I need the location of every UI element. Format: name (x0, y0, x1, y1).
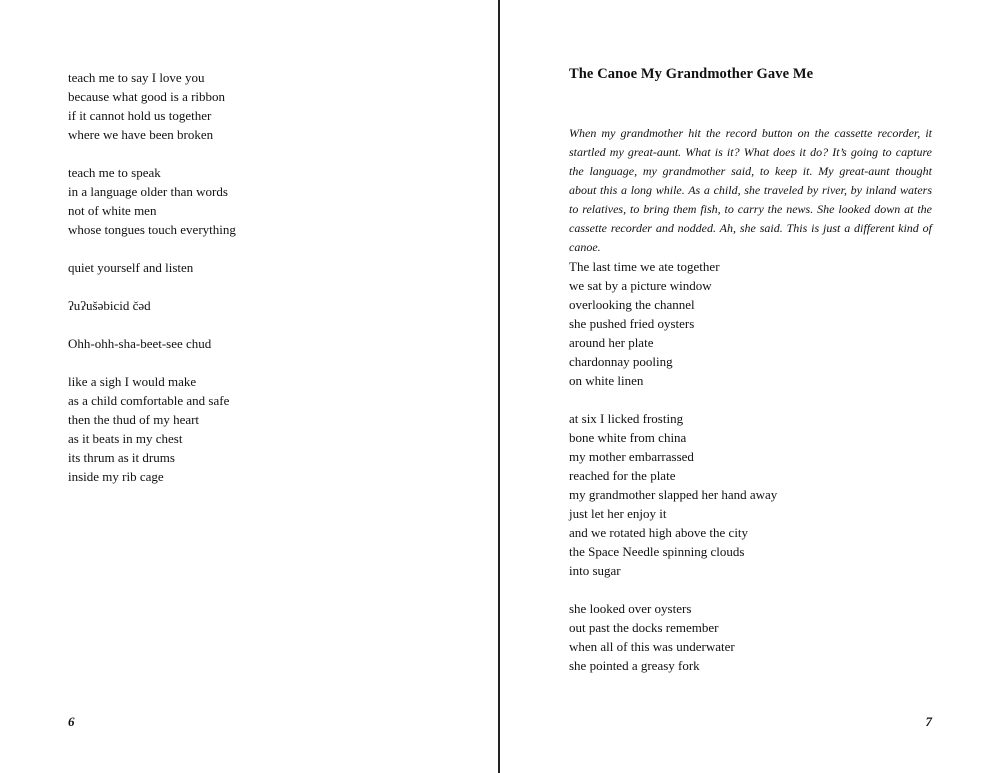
poem-line: she pushed fried oysters (569, 316, 695, 331)
poem-line: chardonnay pooling (569, 354, 673, 369)
poem-line: overlooking the channel (569, 297, 695, 312)
stanza (569, 257, 777, 390)
poem-line: into sugar (569, 563, 621, 578)
stanza (68, 334, 236, 353)
poem-line: its thrum as it drums (68, 450, 175, 465)
poem-line: around her plate (569, 335, 654, 350)
stanza (68, 296, 236, 315)
poem-line: as a child comfortable and safe (68, 393, 230, 408)
poem-line: if it cannot hold us together (68, 108, 212, 123)
right-poem (569, 257, 777, 675)
poem-line: bone white from china (569, 430, 687, 445)
page-number-left: 6 (68, 714, 75, 729)
page-number-right: 7 (925, 714, 932, 729)
poem-line: because what good is a ribbon (68, 89, 226, 104)
poem-epigraph: When my grandmother hit the record button on the cassette recorder, it startled my great-aunt. What is it? What does it do? It’s going to capture the language, my grandmother said, to keep it. My great-aunt thought about this a long while. As a child, she traveled by river, by inland waters to relatives, to bring them fish, to carry the news. She looked down at the cassette recorder and nodded. Ah, she said. This is just a different kind of canoe. (569, 126, 932, 254)
poem-line: inside my rib cage (68, 469, 164, 484)
stanza (68, 258, 236, 277)
poem-line: quiet yourself and listen (68, 260, 194, 275)
poem-line: like a sigh I would make (68, 374, 197, 389)
stanza (569, 409, 777, 580)
poem-title: The Canoe My Grandmother Gave Me (569, 66, 814, 82)
poem-line: my grandmother slapped her hand away (569, 487, 778, 502)
book-gutter (498, 0, 500, 773)
poem-line: whose tongues touch everything (68, 222, 236, 237)
poem-line: not of white men (68, 203, 157, 218)
poem-line: the Space Needle spinning clouds (569, 544, 745, 559)
poem-line: as it beats in my chest (68, 431, 183, 446)
poem-line: on white linen (569, 373, 644, 388)
stanza (569, 599, 777, 675)
poem-line: ʔuʔušəbicid čəd (68, 298, 151, 313)
left-poem (68, 68, 236, 486)
poem-line: The last time we ate together (569, 259, 720, 274)
poem-line: where we have been broken (68, 127, 214, 142)
poem-line: Ohh-ohh-sha-beet-see chud (68, 336, 212, 351)
stanza (68, 68, 236, 144)
stanza (68, 372, 236, 486)
poem-line: out past the docks remember (569, 620, 719, 635)
poem-line: just let her enjoy it (569, 506, 667, 521)
poem-line: and we rotated high above the city (569, 525, 749, 540)
poem-line: teach me to speak (68, 165, 161, 180)
right-page (501, 0, 1000, 773)
poem-line: teach me to say I love you (68, 70, 205, 85)
poem-line: in a language older than words (68, 184, 228, 199)
poem-line: she looked over oysters (569, 601, 692, 616)
stanza (68, 163, 236, 239)
poem-line: we sat by a picture window (569, 278, 712, 293)
poem-line: at six I licked frosting (569, 411, 684, 426)
poem-line: then the thud of my heart (68, 412, 200, 427)
left-page (0, 0, 499, 773)
poem-line: reached for the plate (569, 468, 676, 483)
poem-line: my mother embarrassed (569, 449, 694, 464)
poem-line: she pointed a greasy fork (569, 658, 700, 673)
poem-line: when all of this was underwater (569, 639, 735, 654)
